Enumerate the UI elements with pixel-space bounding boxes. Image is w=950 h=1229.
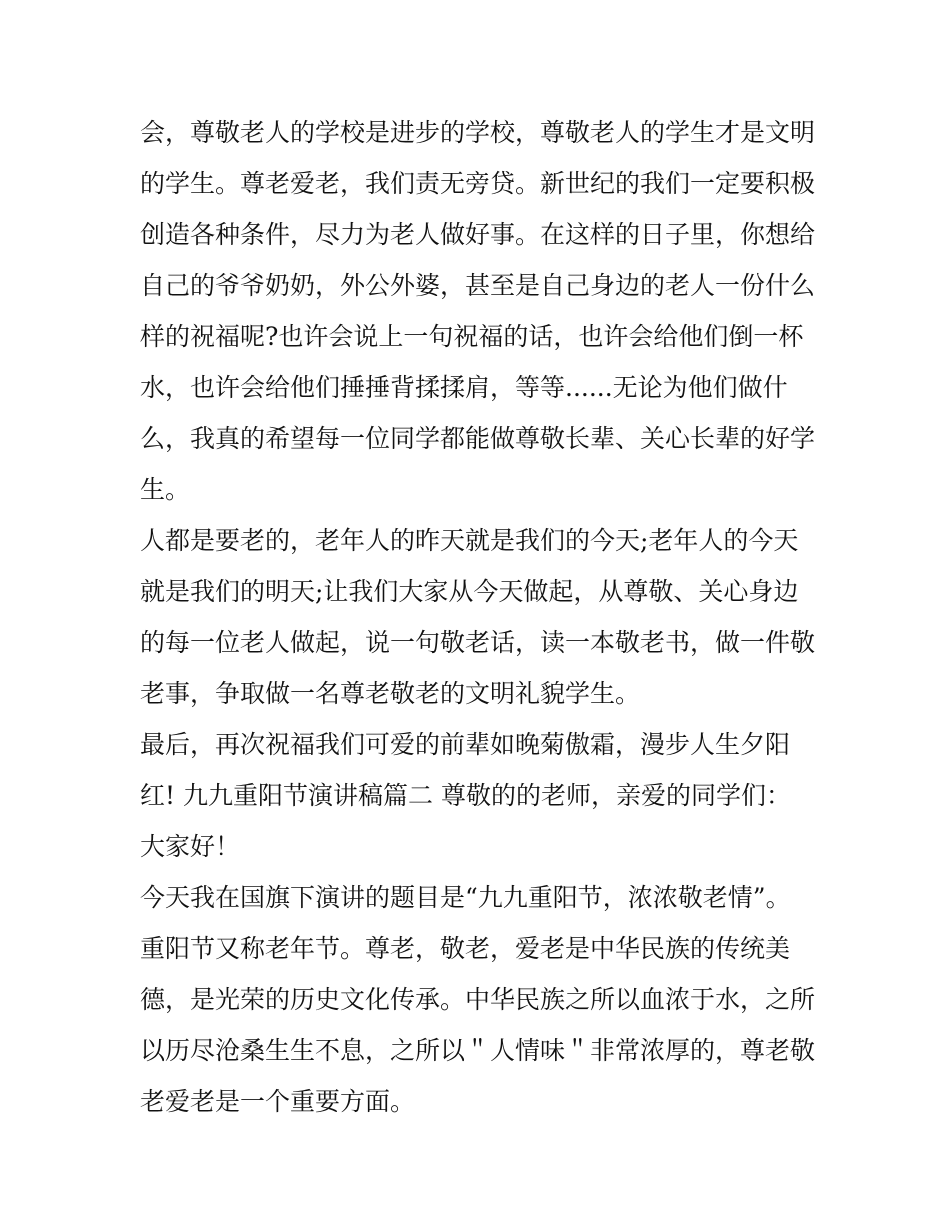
text-line: 老爱老是一个重要方面。: [140, 1087, 416, 1116]
text-line: 今天我在国旗下演讲的题目是“九九重阳节，浓浓敬老情”。: [140, 883, 791, 912]
text-line: 的每一位老人做起，说一句敬老话，读一本敬老书，做一件敬: [140, 628, 816, 657]
text-line: 么，我真的希望每一位同学都能做尊敬长辈、关心长辈的好学: [140, 424, 816, 453]
paragraph-everyone-ages: [140, 515, 820, 719]
text-line: 就是我们的明天;让我们大家从今天做起，从尊敬、关心身边: [140, 577, 799, 606]
text-line: 人都是要老的，老年人的昨天就是我们的今天;老年人的今天: [140, 526, 799, 555]
text-line: 最后，再次祝福我们可爱的前辈如晚菊傲霜，漫步人生夕阳: [140, 730, 791, 759]
text-line: 创造各种条件，尽力为老人做好事。在这样的日子里，你想给: [140, 220, 816, 249]
text-line: 老事，争取做一名尊老敬老的文明礼貌学生。: [140, 679, 641, 708]
text-line: 会，尊敬老人的学校是进步的学校，尊敬老人的学生才是文明: [140, 118, 816, 147]
text-line: 自己的爷爷奶奶，外公外婆，甚至是自己身边的老人一份什么: [140, 271, 816, 300]
text-line: 样的祝福呢?也许会说上一句祝福的话，也许会给他们倒一杯: [140, 322, 804, 351]
text-line: 以历尽沧桑生生不息，之所以＂人情味＂非常浓厚的，尊老敬: [140, 1036, 816, 1065]
text-line: 的学生。尊老爱老，我们责无旁贷。新世纪的我们一定要积极: [140, 169, 816, 198]
text-line: 德，是光荣的历史文化传承。中华民族之所以血浓于水，之所: [140, 985, 816, 1014]
text-line: 重阳节又称老年节。尊老，敬老，爱老是中华民族的传统美: [140, 934, 791, 963]
paragraph-closing-wishes: [140, 719, 820, 821]
paragraph-greeting: [140, 821, 820, 872]
text-line: 大家好！: [140, 832, 241, 861]
paragraph-chongyang-festival: [140, 923, 820, 1127]
paragraph-speech-topic: [140, 872, 820, 923]
body-text: [140, 107, 820, 1127]
text-line: 红! 九九重阳节演讲稿篇二 尊敬的的老师，亲爱的同学们：: [140, 781, 791, 810]
text-line: 水，也许会给他们捶捶背揉揉肩，等等......无论为他们做什: [140, 373, 788, 402]
paragraph-respect-elders: [140, 107, 820, 515]
text-line: 生。: [140, 475, 191, 504]
